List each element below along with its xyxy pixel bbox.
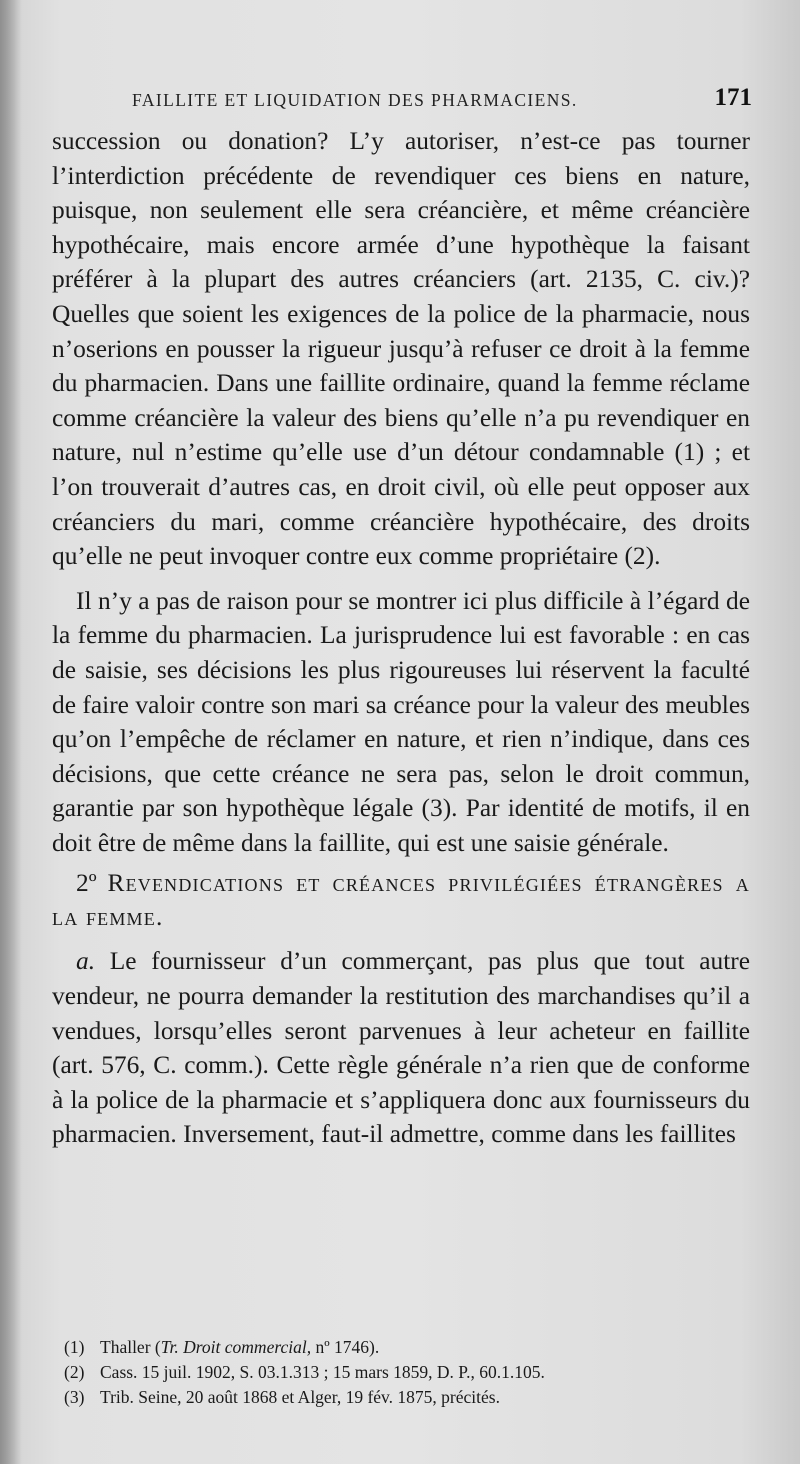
item-marker: a. [76,947,96,976]
footnote-mark: (1) [64,1337,85,1357]
footnote [64,1335,744,1360]
page-edge-shadow [0,0,22,1464]
page-header [118,84,758,118]
running-head: FAILLITE ET LIQUIDATION DES PHARMACIENS. [132,90,578,110]
paragraph: Il n’y a pas de raison pour se montrer ici plus difficile à l’égard de la femme du pharmacien. La jurisprudence lui est favorable : en cas de saisie, ses décisions les plus rigoureuses lui réservent la faculté de faire valoir contre son mari sa créance pour la valeur des meubles qu’on l’empêche de réclamer en nature, et rien n’indique, dans ces décisions, que cette créance ne sera pas, selon le droit commun, garantie par son hypothèque légale (3). Par identité de motifs, il en doit être de même dans la faillite, qui est une saisie générale. [52,586,750,857]
footnotes [64,1335,744,1410]
footnote-text-end: nº 1746). [311,1337,380,1357]
footnote-text: Trib. Seine, 20 août 1868 et Alger, 19 fév. 1875, précités. [100,1387,500,1407]
section-heading [52,866,750,934]
footnote-text: Thaller ( [100,1337,161,1357]
body-text [52,124,750,1152]
section-title: Revendications et créances privilégiées étrangères a la femme. [52,869,750,932]
footnote-text: Cass. 15 juil. 1902, S. 03.1.313 ; 15 mars 1859, D. P., 60.1.105. [100,1362,545,1382]
footnote [64,1360,744,1385]
footnote-mark: (3) [64,1387,85,1407]
footnote-italic-title: Tr. Droit commercial, [160,1337,312,1357]
footnote-mark: (2) [64,1362,85,1382]
paragraph-continued: succession ou donation? L’y autoriser, n’est-ce pas tourner l’interdiction précédente de revendiquer ces biens en nature, puisque, non seulement elle sera créancière, et même créancière hypothécaire, mais encore armée d’une hypothèque la faisant préférer à la plupart des autres créanciers (art. 2135, C. civ.)? Quelles que soient les exigences de la police de la pharmacie, nous n’oserions en pousser la rigueur jusqu’à refuser ce droit à la femme du pharmacien. Dans une faillite ordinaire, quand la femme réclame comme créancière la valeur des biens qu’elle n’a pu revendiquer en nature, nul n’estime qu’elle use d’un détour condamnable (1) ; et l’on trouverait d’autres cas, en droit civil, où elle peut opposer aux créanciers du mari, comme créancière hypothécaire, des droits qu’elle ne peut invoquer contre eux comme propriétaire (2). [52,127,750,571]
page-number: 171 [714,84,752,111]
paragraph-text: Le fournisseur d’un commerçant, pas plus que tout autre vendeur, ne pourra demander la restitution des marchandises qu’il a vendues, lorsqu’elles seront parvenues à leur acheteur en faillite (art. 576, C. comm.). Cette règle générale n’a rien que de conforme à la police de la pharmacie et s’appliquera donc aux fournisseurs du pharmacien. Inversement, faut-il admettre, comme dans les faillites [52,947,750,1149]
footnote [64,1385,744,1410]
paragraph [52,944,750,1152]
section-number: 2º [76,869,97,898]
